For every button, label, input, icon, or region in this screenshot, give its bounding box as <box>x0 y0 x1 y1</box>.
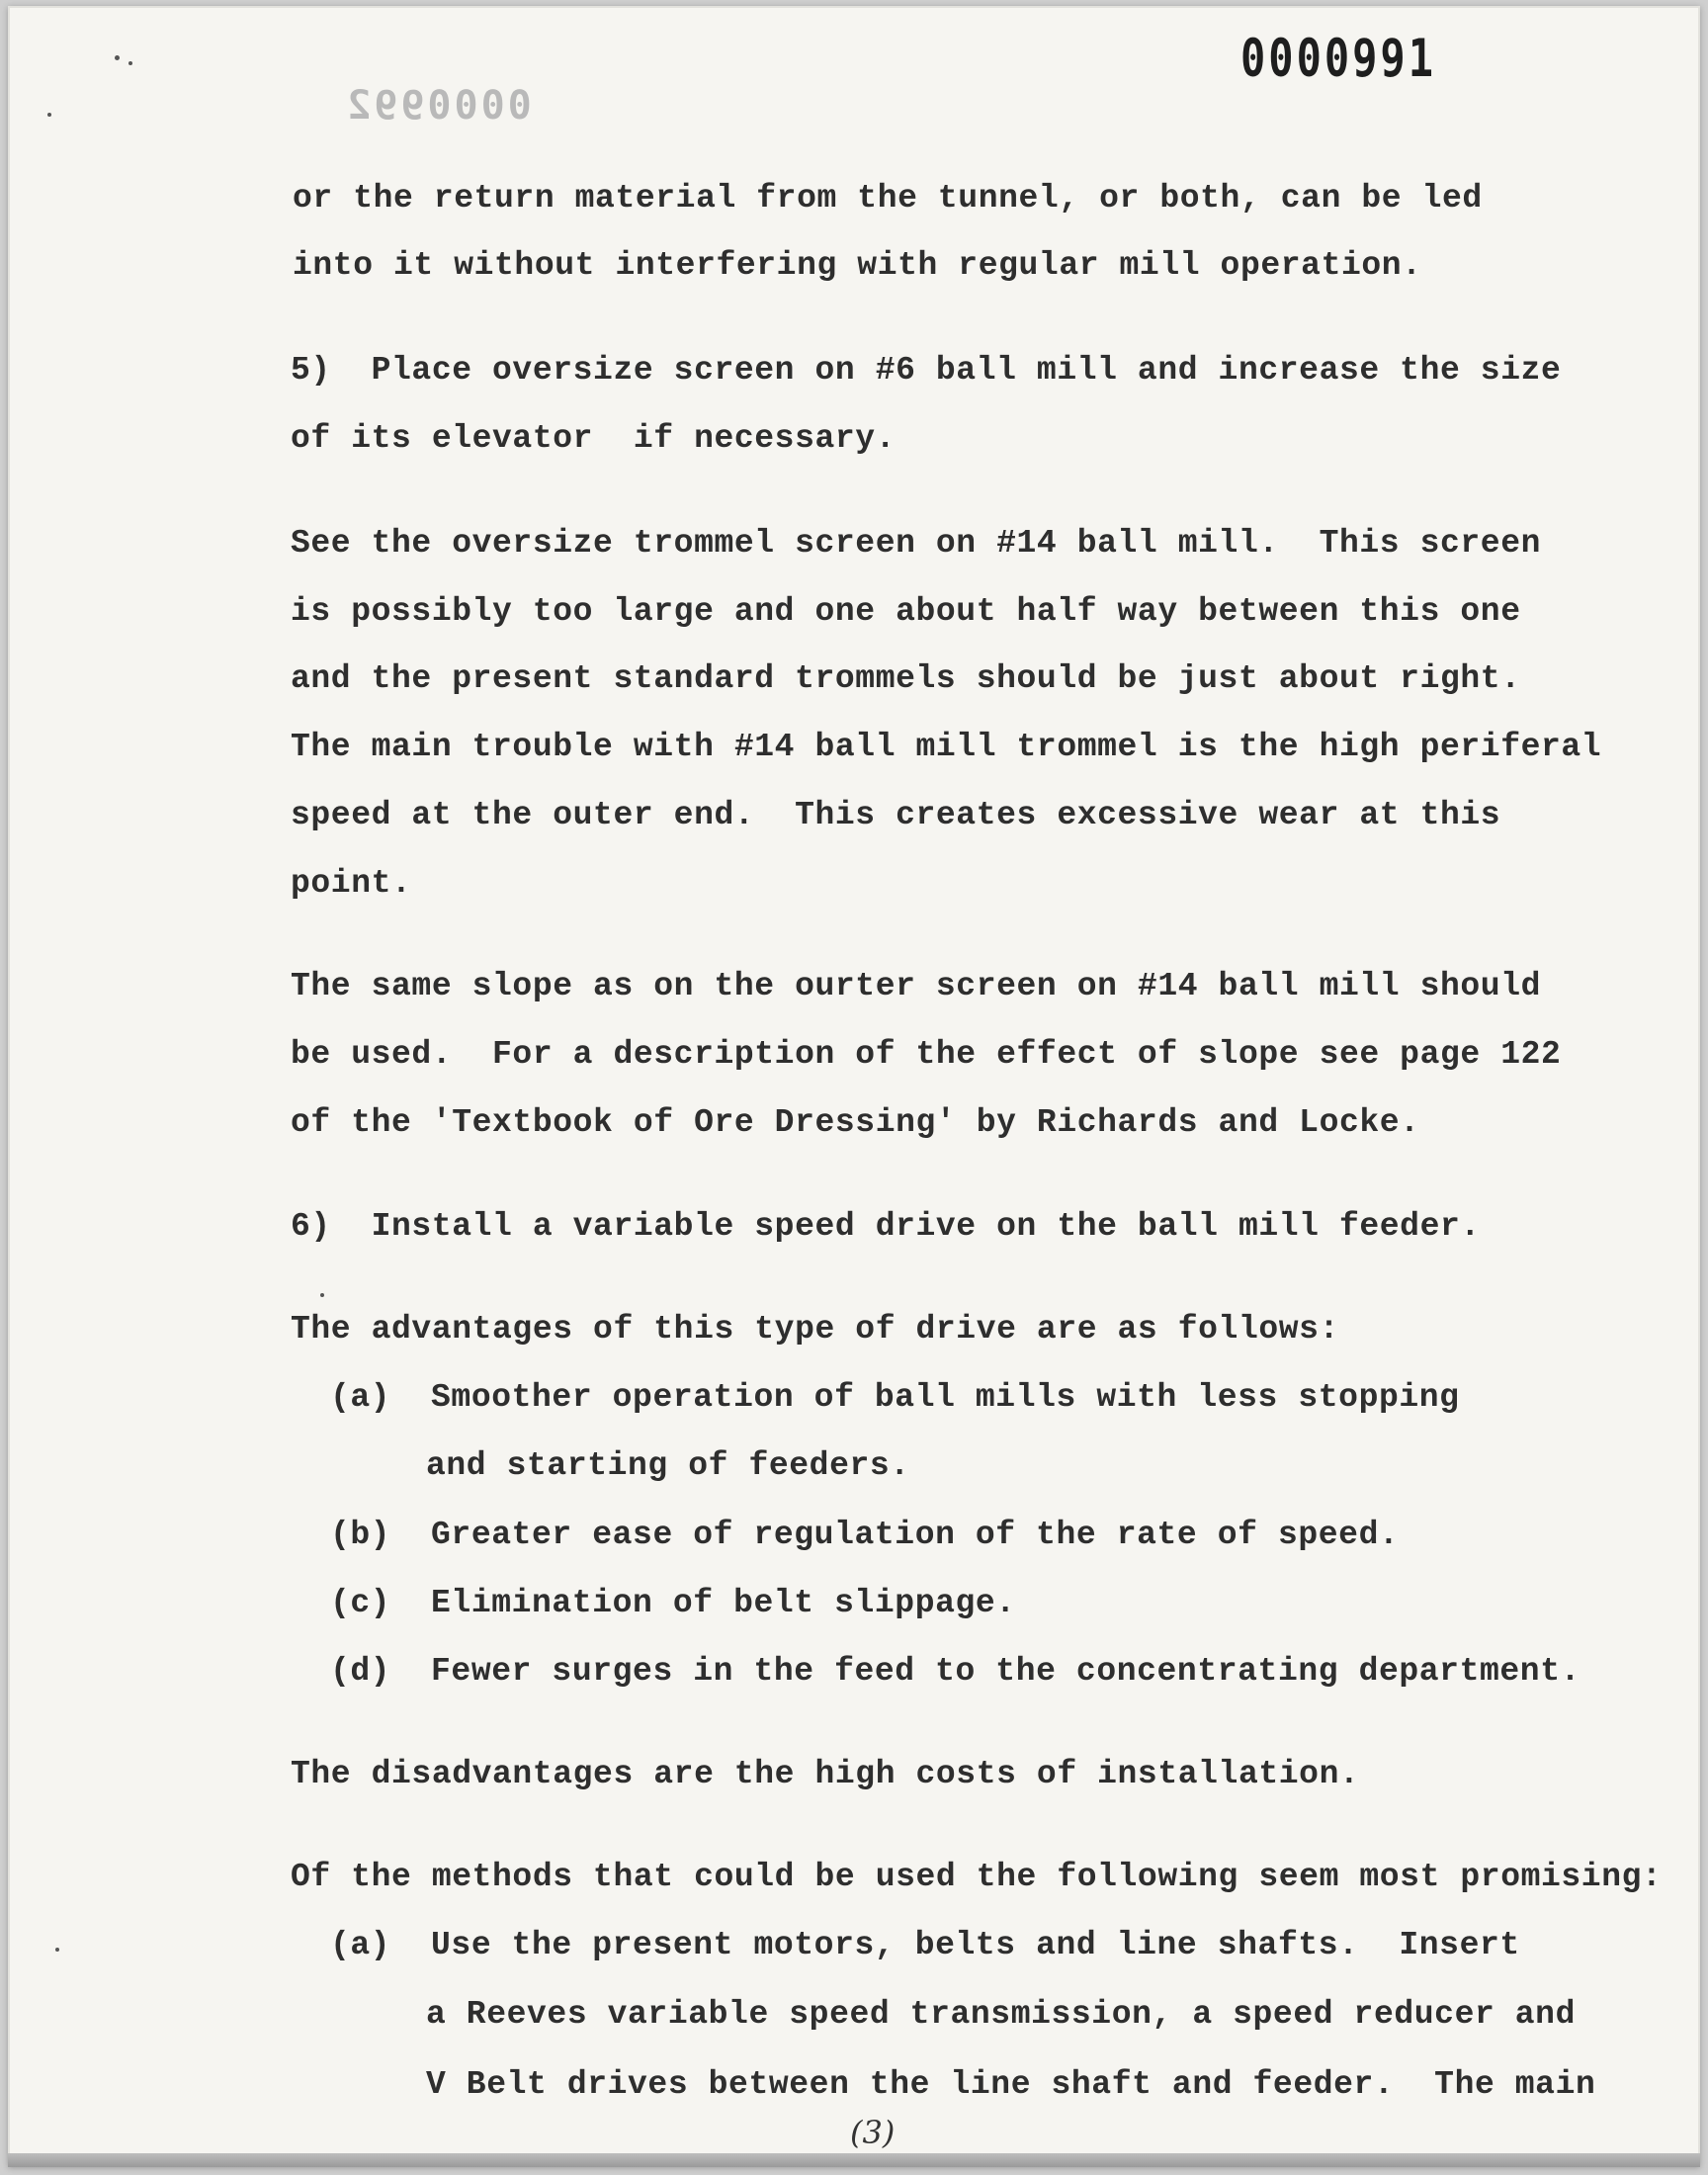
text-line: and the present standard trommels should be just about right. <box>291 660 1521 697</box>
text-line: or the return material from the tunnel, or both, can be led <box>293 180 1483 217</box>
list-item-continuation: a Reeves variable speed transmission, a speed reducer and <box>426 1996 1576 2033</box>
text-line: into it without interfering with regular mill operation. <box>293 247 1422 284</box>
list-item: (a) Use the present motors, belts and line shafts. Insert <box>330 1927 1520 1963</box>
ink-speck <box>320 1293 324 1297</box>
list-item-continuation: V Belt drives between the line shaft and feeder. The main <box>426 2066 1596 2103</box>
list-item: (a) Smoother operation of ball mills with less stopping <box>330 1379 1460 1416</box>
text-line: The advantages of this type of drive are as follows: <box>291 1311 1339 1348</box>
list-item: (b) Greater ease of regulation of the rate of speed. <box>330 1517 1400 1553</box>
list-item: (c) Elimination of belt slippage. <box>330 1585 1016 1621</box>
bleed-through-number: 0000992 <box>344 83 532 129</box>
page-number: (3) <box>850 2114 896 2151</box>
list-item-continuation: and starting of feeders. <box>426 1447 910 1484</box>
text-line: is possibly too large and one about half way between this one <box>291 593 1521 630</box>
text-line: The main trouble with #14 ball mill trommel is the high periferal <box>291 729 1602 765</box>
text-line: Of the methods that could be used the following seem most promising: <box>291 1859 1663 1895</box>
text-line: speed at the outer end. This creates excessive wear at this <box>291 797 1501 833</box>
ink-speck <box>47 113 51 117</box>
text-line: The same slope as on the ourter screen on #14 ball mill should <box>291 968 1541 1004</box>
ink-speck <box>115 55 120 60</box>
text-line: See the oversize trommel screen on #14 ball mill. This screen <box>291 525 1541 562</box>
text-line: of the 'Textbook of Ore Dressing' by Richards and Locke. <box>291 1104 1420 1141</box>
text-line: of its elevator if necessary. <box>291 420 897 457</box>
text-line: 6) Install a variable speed drive on the ball mill feeder. <box>291 1208 1481 1245</box>
text-line: The disadvantages are the high costs of installation. <box>291 1756 1360 1792</box>
text-line: 5) Place oversize screen on #6 ball mill and increase the size <box>291 352 1562 389</box>
ink-speck <box>55 1948 59 1952</box>
scan-edge-shadow <box>8 2153 1700 2167</box>
ink-speck <box>128 61 132 65</box>
list-item: (d) Fewer surges in the feed to the concentrating department. <box>330 1653 1580 1690</box>
text-line: point. <box>291 865 412 902</box>
text-line: be used. For a description of the effect of slope see page 122 <box>291 1036 1562 1073</box>
document-number: 0000991 <box>1240 28 1437 89</box>
document-page <box>8 6 1700 2167</box>
